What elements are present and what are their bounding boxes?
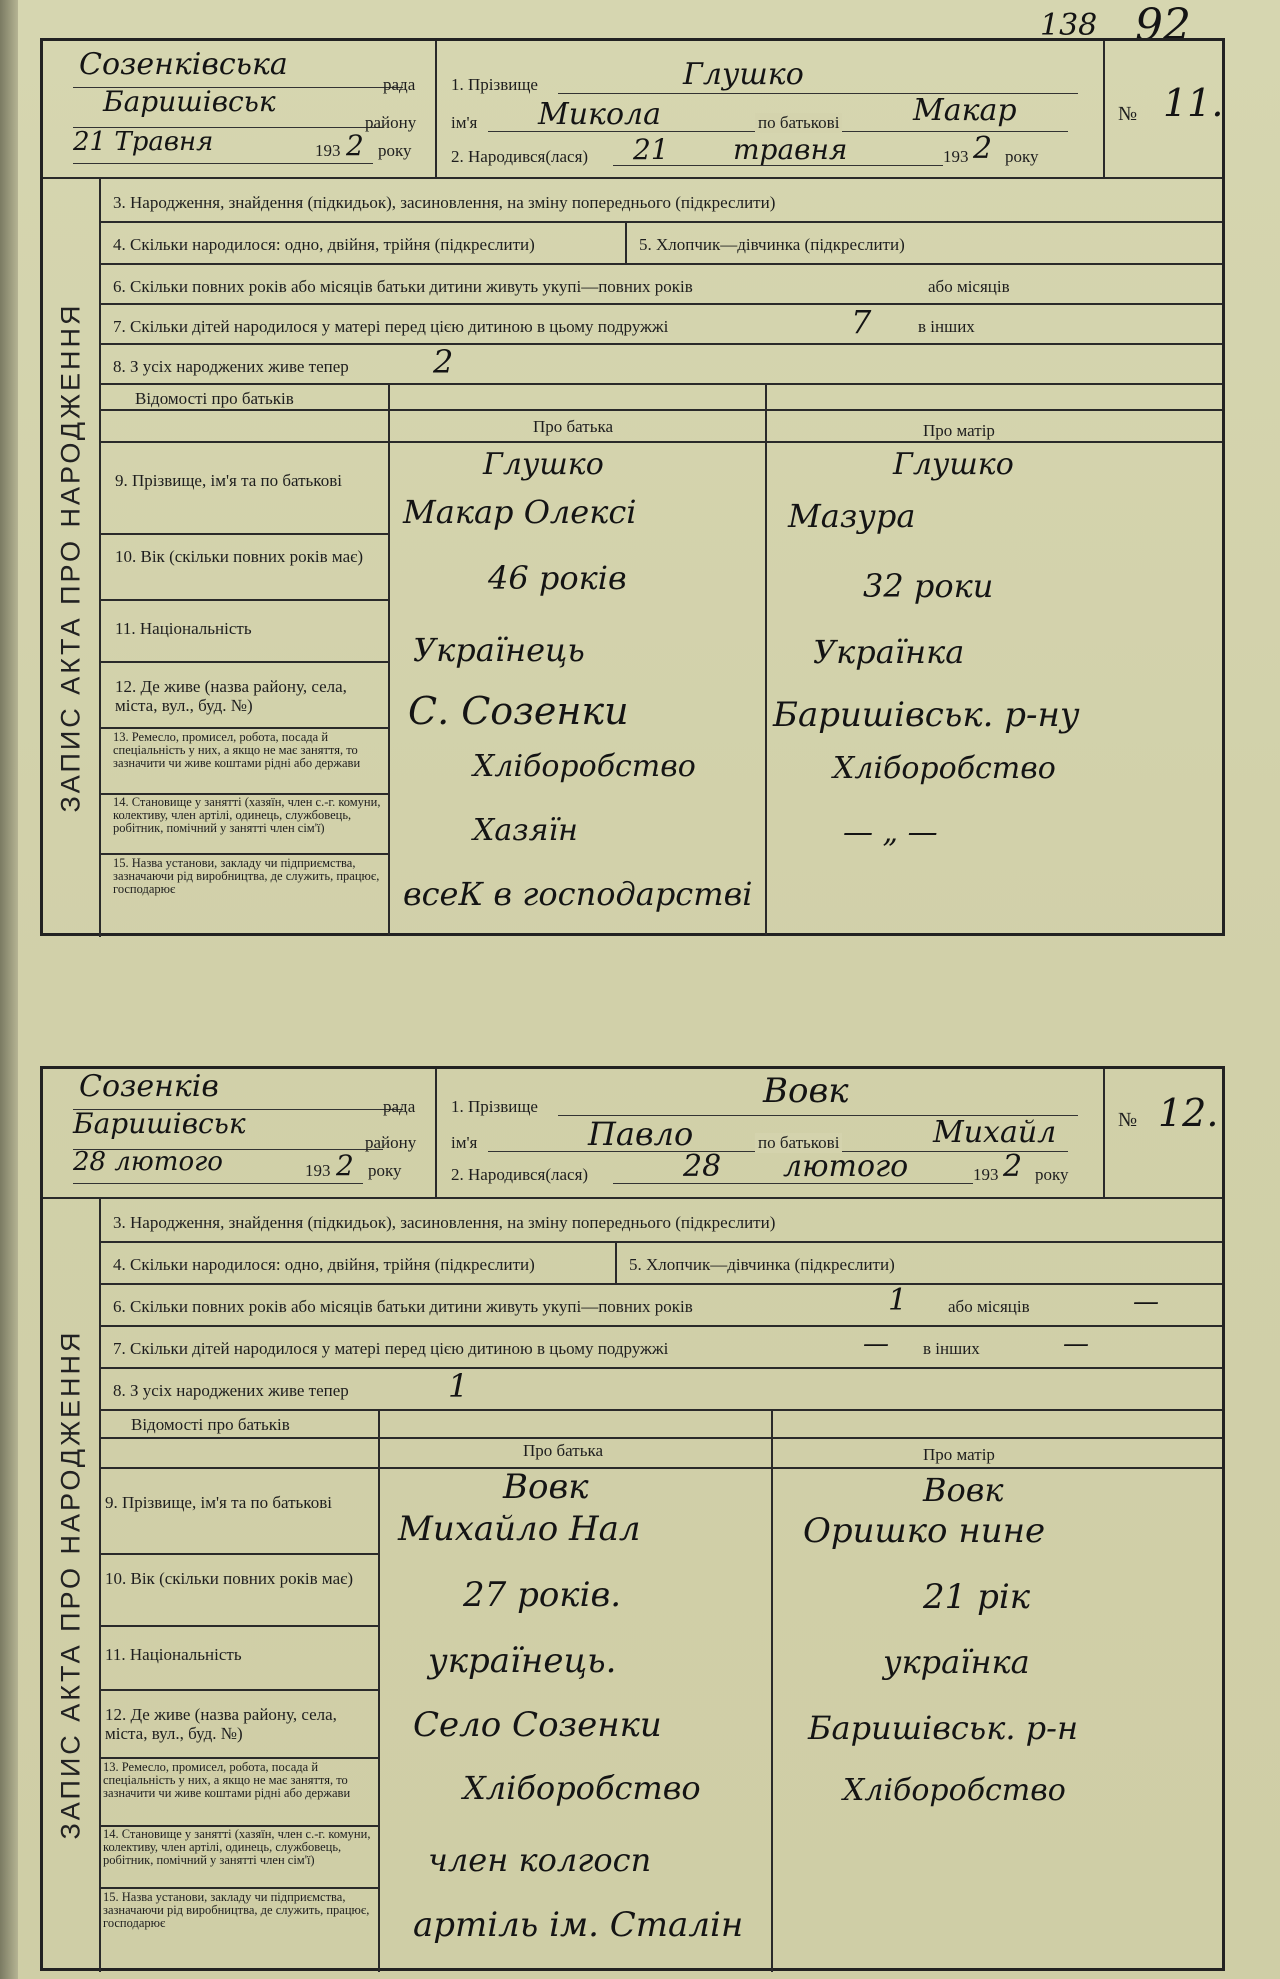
number-sign-2: № [1118,1109,1138,1131]
q4-label: 4. Скільки народилося: одно, двійня, трійня (підкреслити) [113,235,535,254]
q6-label: 6. Скільки повних років або місяців батьки дитини живуть укупі—повних років [113,277,693,296]
mother-age-2: 21 рік [923,1577,1031,1617]
born-day: 21 [633,133,669,166]
about-father-2: Про батька [523,1441,604,1460]
father-name-2: Михайло Нал [398,1509,641,1549]
patronymic-label-2: по батькові [755,1133,842,1153]
parents-header: Відомості про батьків [135,389,294,408]
mother-nationality-2: українка [883,1643,1030,1681]
q11-label: 11. Національність [115,619,252,638]
father-position: Хазяїн [473,813,578,848]
mother-nationality: Українка [813,633,965,671]
q3-label: 3. Народження, знайдення (підкидьок), засиновлення, на зміну попереднього (підкреслити) [113,193,776,212]
father-age: 46 років [488,559,627,597]
q7-label: 7. Скільки дітей народилося у матері перед цією дитиною в цьому подружжі [113,317,669,336]
district-name-2: Баришівськ [73,1107,246,1140]
raion-label: району [365,113,417,132]
about-mother-2: Про матір [923,1445,995,1464]
patronymic-label: по батькові [755,113,842,133]
mother-name: Мазура [788,497,916,535]
child-name-2: Павло [588,1115,694,1153]
q12-label: 12. Де живе (назва району, села, міста, вул., буд. №) [115,677,347,715]
q7-label-2: 7. Скільки дітей народилося у матері перед цією дитиною в цьому подружжі [113,1339,669,1358]
q5-label-2: 5. Хлопчик—дівчинка (підкреслити) [629,1255,895,1274]
born-month: травня [733,133,848,166]
q9-label-2: 9. Прізвище, ім'я та по батькові [105,1493,332,1512]
child-patronymic: Макар [913,93,1017,128]
workplace: всеК в господарстві [403,875,753,913]
born-year-digit: 2 [973,131,993,166]
born-year-digit-2: 2 [1003,1149,1023,1184]
q4-label-2: 4. Скільки народилося: одно, двійня, трійня (підкреслити) [113,1255,535,1274]
year-prefix-2: 193 [305,1161,331,1180]
reg-date: 21 Травня [73,127,214,157]
q11-label-2: 11. Національність [105,1645,242,1664]
father-trade-2: Хліборобство [463,1769,701,1807]
mother-surname: Глушко [893,447,1014,482]
born-roku-2: року [1035,1165,1069,1184]
mother-trade: Хліборобство [833,751,1056,786]
born-month-2: лютого [783,1149,909,1184]
q7-other-label-2: в інших [923,1339,980,1358]
q5-label: 5. Хлопчик—дівчинка (підкреслити) [639,235,905,254]
side-label-2: ЗАПИС АКТА ПРО НАРОДЖЕННЯ [55,1329,86,1840]
residence-mother-2: Баришівськ. р-н [808,1709,1079,1747]
birth-record-12 [40,1066,1225,1971]
q13-label-2: 13. Ремесло, промисел, робота, посада й спеціальність у них, а якщо не має заняття, то зазначити чи живе коштами рідні або держави [103,1760,351,1800]
q3-label-2: 3. Народження, знайдення (підкидьок), засиновлення, на зміну попереднього (підкреслити) [113,1213,776,1232]
born-year-prefix: 193 [943,147,969,166]
child-patronymic-2: Михайл [933,1115,1057,1150]
q8-value-2: 1 [448,1367,469,1405]
father-position-2: член колгосп [428,1841,652,1879]
residence-mother: Баришівськ. р-ну [773,695,1080,735]
residence-father-2: Село Созенки [413,1705,662,1745]
child-name: Микола [538,97,662,132]
q9-label: 9. Прізвище, ім'я та по батькові [115,471,342,490]
father-nationality-2: українець. [428,1641,617,1681]
q6-months-label-2: або місяців [948,1297,1030,1316]
page-number-left: 138 [1040,8,1098,43]
council-name-2: Созенків [79,1069,219,1104]
rada-label-2: рада [383,1097,416,1116]
q13-label: 13. Ремесло, промисел, робота, посада й спеціальність у них, а якщо не має заняття, то зазначити чи живе коштами рідні або держави [113,730,361,770]
mother-age: 32 роки [863,567,994,605]
q8-value: 2 [433,343,454,381]
q14-label: 14. Становище у занятті (хазяїн, член с.-г. комуни, колективу, член артілі, одинець, службовець, робітник, помічний у занятті член сім'ї) [113,795,381,835]
mother-trade-2: Хліборобство [843,1773,1066,1808]
surname-label: 1. Прізвище [451,75,538,94]
q10-label-2: 10. Вік (скільки повних років має) [105,1569,354,1588]
father-name: Макар Олексі [403,493,637,531]
q14-label-2: 14. Становище у занятті (хазяїн, член с.-г. комуни, колективу, член артілі, одинець, службовець, робітник, помічний у занятті член сім'ї) [103,1827,371,1867]
side-label: ЗАПИС АКТА ПРО НАРОДЖЕННЯ [55,301,86,813]
father-trade: Хліборобство [473,749,696,784]
q8-label-2: 8. З усіх народжених живе тепер [113,1381,349,1400]
mother-name-2: Оришко нине [803,1511,1046,1551]
year-prefix: 193 [315,141,341,160]
q6-label-2: 6. Скільки повних років або місяців батьки дитини живуть укупі—повних років [113,1297,693,1316]
father-surname: Глушко [483,447,604,482]
reg-year-digit-2: 2 [336,1149,354,1182]
q10-label: 10. Вік (скільки повних років має) [115,547,364,566]
father-surname-2: Вовк [503,1467,589,1507]
about-father: Про батька [533,417,614,436]
reg-year-digit: 2 [346,129,364,162]
raion-label-2: району [365,1133,417,1152]
binding-gutter [0,0,18,1979]
parents-header-2: Відомості про батьків [131,1415,290,1434]
q15-label: 15. Назва установи, закладу чи підприємства, зазначаючи рід виробництва, де служить, працює, господарює [113,856,380,896]
born-year-prefix-2: 193 [973,1165,999,1184]
number-sign: № [1118,103,1138,125]
reg-date-2: 28 лютого [73,1147,223,1177]
roku-label: року [378,141,412,160]
q7-other-value-2: — [1063,1329,1089,1359]
residence-father: С. Созенки [408,689,629,733]
about-mother: Про матір [923,421,995,440]
father-nationality: Українець [413,631,585,669]
born-day-2: 28 [683,1149,722,1184]
council-name: Созенківська [79,47,288,82]
q8-label: 8. З усіх народжених живе тепер [113,357,349,376]
q12-label-2: 12. Де живе (назва району, села, міста, вул., буд. №) [105,1705,337,1743]
child-surname: Глушко [683,57,804,92]
q7-other-label: в інших [918,317,975,336]
q7-value: 7 [851,303,872,341]
q6-months-label: або місяців [928,277,1010,296]
q7-value-2: — [863,1329,889,1359]
father-age-2: 27 років. [463,1575,622,1615]
roku-label-2: року [368,1161,402,1180]
q15-label-2: 15. Назва установи, закладу чи підприємства, зазначаючи рід виробництва, де служить, працює, господарює [103,1890,370,1930]
q6-years-value: 1 [888,1283,908,1318]
record-number: 11. [1163,81,1224,125]
workplace-2: артіль ім. Сталін [413,1905,744,1945]
rada-label: рада [383,75,416,94]
district-name: Баришівськ [103,85,276,118]
page-number-right: 92 [1135,0,1191,51]
mother-surname-2: Вовк [923,1471,1004,1509]
born-roku: року [1005,147,1039,166]
name-label: ім'я [451,113,478,132]
born-label-2: 2. Народився(лася) [451,1165,589,1184]
surname-label-2: 1. Прізвище [451,1097,538,1116]
name-label-2: ім'я [451,1133,478,1152]
q6-months-value: — [1133,1287,1159,1317]
child-surname-2: Вовк [763,1071,849,1111]
birth-record-11 [40,38,1225,936]
mother-position: — „ — [843,815,938,850]
record-number-2: 12. [1158,1091,1219,1135]
born-label: 2. Народився(лася) [451,147,589,166]
